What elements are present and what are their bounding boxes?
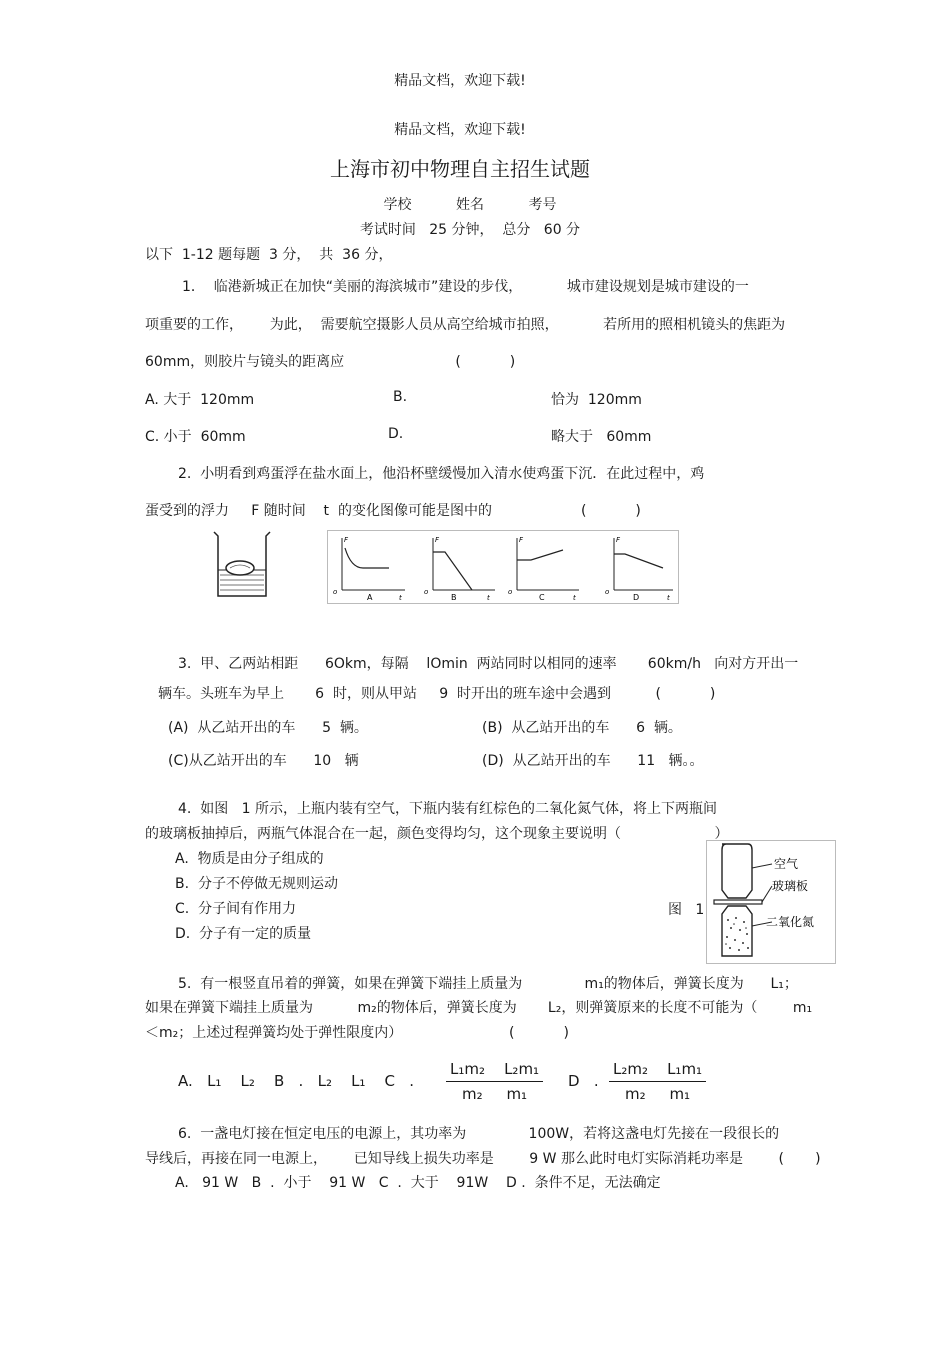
figure-caption: 图 1 — [668, 902, 705, 918]
graph-d — [605, 536, 673, 602]
option-b-text: 恰为 120mm — [551, 392, 642, 408]
svg-text:空气: 空气 — [774, 857, 799, 871]
question-text: 2. 小明看到鸡蛋浮在盐水面上，他沿杯壁缓慢加入清水使鸡蛋下沉．在此过程中，鸡 — [178, 466, 705, 482]
option-b[interactable]: B. — [393, 389, 408, 405]
svg-text:C: C — [539, 593, 545, 602]
question-text: 如果在弹簧下端挂上质量为 m₂的物体后，弹簧长度为 L₂，则弹簧原来的长度不可能为（ m₁ — [145, 1000, 813, 1016]
question-text: 导线后，再接在同一电源上， 已知导线上损失功率是 9 W 那么此时电灯实际消耗功率是 ( ) — [145, 1151, 821, 1167]
svg-text:o: o — [605, 588, 610, 596]
question-text: 4. 如图 1 所示，上瓶内装有空气，下瓶内装有红棕色的二氧化氮气体，将上下两瓶间 — [178, 801, 717, 817]
svg-text:t: t — [667, 594, 670, 602]
buoyancy-graphs — [327, 530, 679, 604]
svg-text:F: F — [519, 536, 524, 544]
question-text: 的玻璃板抽掉后，两瓶气体混合在一起，颜色变得均匀，这个现象主要说明（ ） — [145, 826, 729, 842]
question-text: ＜m₂；上述过程弹簧均处于弹性限度内） ( ) — [145, 1025, 569, 1041]
question-text: 项重要的工作， 为此， 需要航空摄影人员从高空给城市拍照， 若所用的照相机镜头的焦距为 — [145, 317, 786, 333]
section-intro: 以下 1-12 题每题 3 分， 共 36 分， — [145, 247, 393, 263]
option-d[interactable]: D. — [388, 426, 404, 442]
option-a[interactable]: A. 物质是由分子组成的 — [175, 851, 324, 867]
option-a[interactable]: A. 大于 120mm — [145, 392, 255, 408]
svg-text:B: B — [451, 593, 457, 602]
option-c[interactable]: (C)从乙站开出的车 10 辆 — [168, 753, 359, 769]
fraction-c: $\frac{\text{L₁m₂ L₂m₁}}{\text{m₂ m₁}}$ — [446, 1060, 543, 1103]
question-text: 6. 一盏电灯接在恒定电压的电源上，其功率为 100W，若将这盏电灯先接在一段很长的 — [178, 1126, 780, 1142]
question-text: 3. 甲、乙两站相距 6Okm，每隔 lOmin 两站同时以相同的速率 60km/h 向对方开出一 — [178, 656, 799, 672]
option-b[interactable]: (B) 从乙站开出的车 6 辆。 — [482, 720, 682, 736]
page-title: 上海市初中物理自主招生试题 — [330, 157, 590, 181]
question-text: 1． 临港新城正在加快“美丽的海滨城市”建设的步伐， 城市建设规划是城市建设的一 — [182, 279, 749, 295]
option-d[interactable]: D. 分子有一定的质量 — [175, 926, 312, 942]
option-d[interactable]: D . — [568, 1072, 599, 1090]
svg-text:F: F — [435, 536, 440, 544]
svg-text:o: o — [508, 588, 513, 596]
question-text: 辆车。头班车为早上 6 时，则从甲站 9 时开出的班车途中会遇到 ( ) — [158, 686, 716, 702]
q6-options[interactable]: A. 91 W B . 小于 91 W C . 大于 91W D . 条件不足，无法确定 — [175, 1175, 661, 1191]
graph-a — [333, 536, 405, 602]
svg-text:玻璃板: 玻璃板 — [772, 879, 809, 893]
fraction-d: $\frac{\text{L₂m₂ L₁m₁}}{\text{m₂ m₁}}$ — [609, 1060, 706, 1103]
svg-text:A: A — [367, 593, 373, 602]
svg-text:t: t — [399, 594, 402, 602]
svg-text:t: t — [487, 594, 490, 602]
svg-text:二氧化氮: 二氧化氮 — [766, 915, 815, 929]
graph-b — [424, 536, 495, 602]
option-b[interactable]: B. 分子不停做无规则运动 — [175, 876, 338, 892]
svg-text:F: F — [344, 536, 349, 544]
beaker-egg-figure — [210, 530, 272, 602]
svg-text:t: t — [573, 594, 576, 602]
student-fields: 学校 姓名 考号 — [383, 197, 557, 213]
option-c[interactable]: C. 分子间有作用力 — [175, 901, 297, 917]
watermark-top: 精品文档，欢迎下载! — [394, 73, 526, 89]
watermark-second: 精品文档，欢迎下载! — [394, 122, 526, 138]
exam-info: 考试时间 25 分钟， 总分 60 分 — [359, 222, 581, 238]
gas-diffusion-figure — [706, 840, 836, 964]
svg-text:F: F — [616, 536, 621, 544]
graph-c — [508, 536, 579, 602]
question-text: 60mm，则胶片与镜头的距离应 ( ) — [145, 354, 516, 370]
svg-text:D: D — [633, 593, 640, 602]
options-a-b-c[interactable]: A. L₁ L₂ B . L₂ L₁ C . — [178, 1072, 415, 1090]
option-a[interactable]: (A) 从乙站开出的车 5 辆。 — [168, 720, 368, 736]
option-c[interactable]: C. 小于 60mm — [145, 429, 246, 445]
svg-text:o: o — [424, 588, 429, 596]
svg-text:o: o — [333, 588, 338, 596]
question-text: 蛋受到的浮力 F 随时间 t 的变化图像可能是图中的 ( ) — [145, 503, 641, 519]
question-text: 5. 有一根竖直吊着的弹簧，如果在弹簧下端挂上质量为 m₁的物体后，弹簧长度为 L₁； — [178, 976, 798, 992]
option-d-text: 略大于 60mm — [551, 429, 652, 445]
option-d[interactable]: (D) 从乙站开出的车 11 辆。。 — [482, 753, 704, 769]
